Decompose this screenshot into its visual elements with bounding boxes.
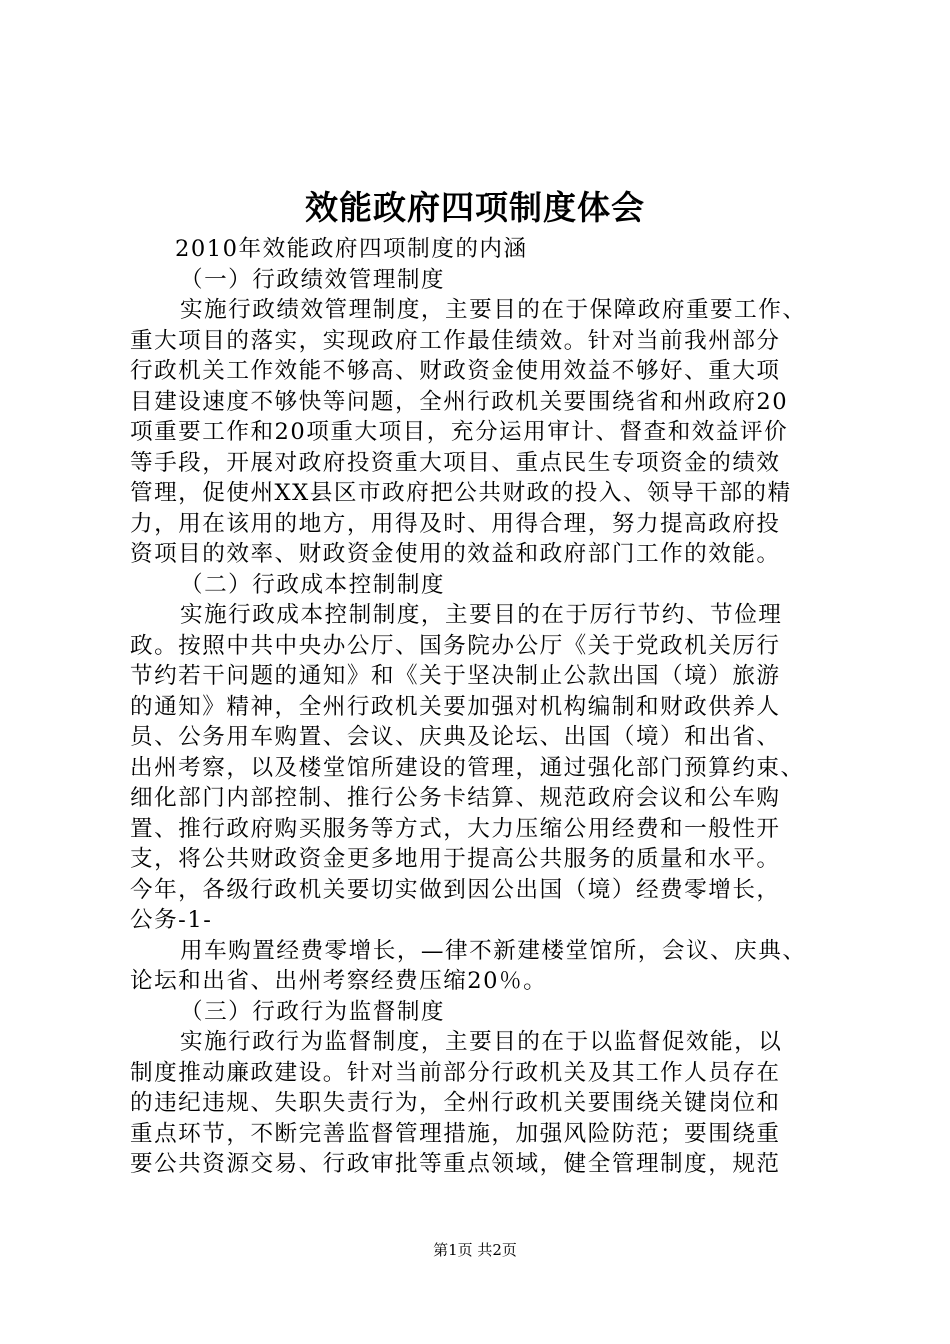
page-footer: 第1页 共2页 — [433, 1241, 517, 1259]
body-line: 置、推行政府购买服务等方式，大力压缩公用经费和一般性开 — [130, 815, 781, 842]
body-line: 管理，促使州XX县区市政府把公共财政的投入、领导干部的精 — [130, 480, 792, 506]
body-line: 论坛和出省、出州考察经费压缩20％。 — [130, 968, 548, 994]
body-line: 出州考察，以及楼堂馆所建设的管理，通过强化部门预算约束、 — [130, 754, 805, 781]
body-line: 制度推动廉政建设。针对当前部分行政机关及其工作人员存在 — [130, 1059, 781, 1086]
body-line: 员、公务用车购置、会议、庆典及论坛、出国（境）和出省、 — [130, 724, 781, 750]
body-line: 目建设速度不够快等问题，全州行政机关要围绕省和州政府20 — [130, 388, 789, 415]
body-line: 项重要工作和20项重大项目，充分运用审计、督查和效益评价 — [130, 419, 789, 445]
body-line: 支，将公共财政资金更多地用于提高公共服务的质量和水平。 — [130, 846, 781, 872]
section-heading: （二）行政成本控制制度 — [180, 571, 446, 598]
body-line: 节约若干问题的通知》和《关于坚决制止公款出国（境）旅游 — [130, 663, 781, 689]
document-body — [130, 234, 830, 1180]
body-line: 等手段，开展对政府投资重大项目、重点民生专项资金的绩效 — [130, 449, 781, 476]
body-line: 实施行政成本控制制度，主要目的在于厉行节约、节俭理 — [180, 602, 783, 628]
body-line: 实施行政绩效管理制度，主要目的在于保障政府重要工作、 — [180, 297, 807, 323]
section-heading: （三）行政行为监督制度 — [180, 998, 446, 1025]
body-line: 资项目的效率、财政资金使用的效益和政府部门工作的效能。 — [130, 541, 781, 567]
body-line: 力，用在该用的地方，用得及时、用得合理，努力提高政府投 — [130, 510, 781, 537]
body-line: 重大项目的落实，实现政府工作最佳绩效。针对当前我州部分 — [130, 327, 781, 354]
body-line: 的违纪违规、失职失责行为，全州行政机关要围绕关键岗位和 — [130, 1090, 781, 1116]
body-line: 重点环节，不断完善监督管理措施，加强风险防范；要围绕重 — [130, 1120, 781, 1147]
body-line: 实施行政行为监督制度，主要目的在于以监督促效能，以 — [180, 1029, 783, 1055]
body-line: 用车购置经费零增长，—律不新建楼堂馆所，会议、庆典、 — [180, 937, 807, 964]
body-line: 行政机关工作效能不够高、财政资金使用效益不够好、重大项 — [130, 358, 781, 384]
section-heading: （一）行政绩效管理制度 — [180, 266, 446, 293]
body-line: 政。按照中共中央办公厅、国务院办公厅《关于党政机关厉行 — [130, 632, 781, 659]
body-line: 2010年效能政府四项制度的内涵 — [175, 236, 528, 262]
body-line: 的通知》精神，全州行政机关要加强对机构编制和财政供养人 — [130, 693, 781, 720]
document-title: 效能政府四项制度体会 — [305, 188, 645, 227]
body-line: 细化部门内部控制、推行公务卡结算、规范政府会议和公车购 — [130, 785, 781, 811]
body-line: 公务-1- — [130, 907, 213, 933]
body-line: 今年，各级行政机关要切实做到因公出国（境）经费零增长， — [130, 876, 781, 903]
body-line: 要公共资源交易、行政审批等重点领域，健全管理制度，规范 — [130, 1151, 781, 1177]
